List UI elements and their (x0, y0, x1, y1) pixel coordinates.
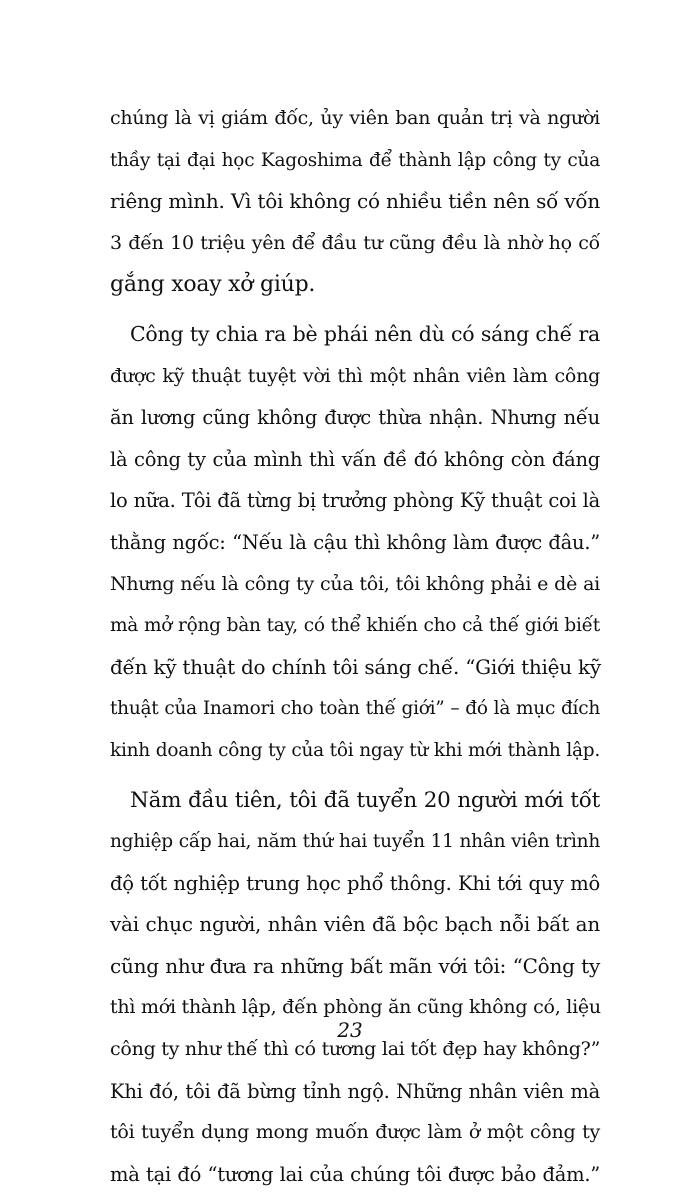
text-line: Nhưng nếu là công ty của tôi, tôi không phải e dè ai (110, 564, 600, 606)
page-number: 23 (0, 1018, 700, 1042)
text-line: mà tại đó “tương lai của chúng tôi được bảo đảm.” (110, 1154, 600, 1195)
text-line: thầy tại đại học Kagoshima để thành lập công ty của (110, 140, 600, 182)
text-line: được kỹ thuật tuyệt vời thì một nhân viên làm công (110, 356, 600, 398)
text-line: cũng như đưa ra những bất mãn với tôi: “Công ty (110, 946, 600, 988)
text-line: lo nữa. Tôi đã từng bị trưởng phòng Kỹ thuật coi là (110, 480, 600, 522)
text-line: đến kỹ thuật do chính tôi sáng chế. “Giới thiệu kỹ (110, 647, 600, 689)
text-line: 3 đến 10 triệu yên để đầu tư cũng đều là nhờ họ cố (110, 223, 600, 265)
text-line: tôi tuyển dụng mong muốn được làm ở một công ty (110, 1112, 600, 1154)
text-line: công ty như thế thì có tương lai tốt đẹp hay không?” (110, 1029, 600, 1071)
text-line: Năm đầu tiên, tôi đã tuyển 20 người mới tốt (110, 780, 600, 822)
text-line: thằng ngốc: “Nếu là cậu thì không làm được đâu.” (110, 522, 600, 564)
paragraph-3 (110, 780, 600, 1195)
text-line: vài chục người, nhân viên đã bộc bạch nỗi bất an (110, 904, 600, 946)
text-line: riêng mình. Vì tôi không có nhiều tiền nên số vốn (110, 181, 600, 223)
text-line: độ tốt nghiệp trung học phổ thông. Khi tới quy mô (110, 863, 600, 905)
text-line: nghiệp cấp hai, năm thứ hai tuyển 11 nhân viên trình (110, 821, 600, 863)
text-line: mà mở rộng bàn tay, có thể khiến cho cả thế giới biết (110, 605, 600, 647)
text-line: là công ty của mình thì vấn đề đó không còn đáng (110, 439, 600, 481)
text-line: Khi đó, tôi đã bừng tỉnh ngộ. Những nhân viên mà (110, 1071, 600, 1113)
text-line: thuật của Inamori cho toàn thế giới” – đó là mục đích (110, 688, 600, 730)
text-line: kinh doanh công ty của tôi ngay từ khi mới thành lập. (110, 730, 600, 772)
text-line: Công ty chia ra bè phái nên dù có sáng chế ra (110, 314, 600, 356)
text-line: chúng là vị giám đốc, ủy viên ban quản trị và người (110, 98, 600, 140)
paragraph-2 (110, 314, 600, 772)
text-line: gắng xoay xở giúp. (110, 264, 600, 306)
text-line: ăn lương cũng không được thừa nhận. Nhưng nếu (110, 397, 600, 439)
paragraph-1 (110, 98, 600, 306)
text-line: thì mới thành lập, đến phòng ăn cũng không có, liệu (110, 987, 600, 1029)
